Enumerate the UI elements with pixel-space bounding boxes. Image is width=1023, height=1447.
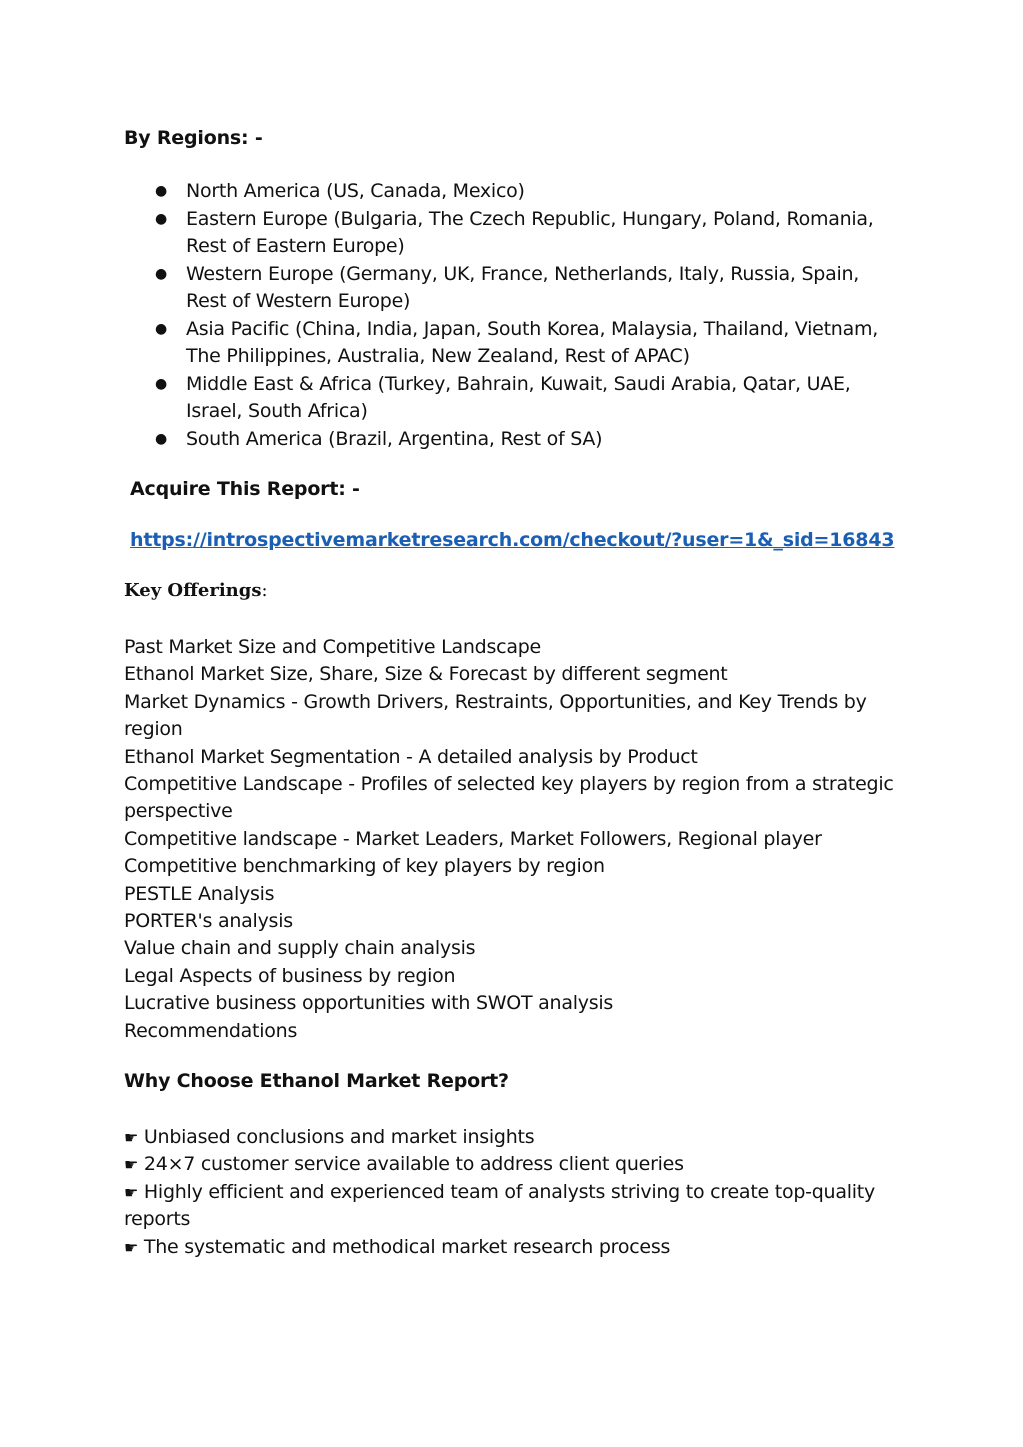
why-text: Unbiased conclusions and market insights (143, 1126, 535, 1148)
region-text: Eastern Europe (Bulgaria, The Czech Republic, Hungary, Poland, Romania, Rest of Eastern Europe) (186, 207, 874, 257)
bullet-icon: ● (155, 265, 167, 282)
list-item (124, 1234, 894, 1261)
list-item (124, 316, 904, 371)
list-item: PESTLE Analysis (124, 882, 275, 905)
list-item: Legal Aspects of business by region (124, 964, 456, 987)
list-item: Value chain and supply chain analysis (124, 937, 476, 960)
region-text: Asia Pacific (China, India, Japan, South Korea, Malaysia, Thailand, Vietnam, The Philippines, Australia, New Zealand, Rest of APAC) (186, 317, 879, 367)
list-item (124, 1151, 894, 1178)
why-text: 24×7 customer service available to address client queries (143, 1153, 684, 1176)
list-item (124, 426, 904, 454)
bullet-icon: ● (155, 210, 167, 227)
list-item (124, 261, 904, 316)
region-text: Western Europe (Germany, UK, France, Netherlands, Italy, Russia, Spain, Rest of Western Europe) (186, 262, 860, 312)
list-item (124, 206, 904, 261)
list-item: PORTER's analysis (124, 910, 293, 933)
list-item: Market Dynamics - Growth Drivers, Restraints, Opportunities, and Key Trends by region (124, 690, 867, 741)
why-choose-heading: Why Choose Ethanol Market Report? (124, 1070, 509, 1092)
list-item: Recommendations (124, 1019, 298, 1042)
pointing-hand-icon: ☛ (124, 1237, 139, 1257)
regions-heading: By Regions: - (124, 127, 263, 149)
region-text: Middle East & Africa (Turkey, Bahrain, Kuwait, Saudi Arabia, Qatar, UAE, Israel, South Africa) (186, 372, 851, 422)
list-item: Competitive landscape - Market Leaders, Market Followers, Regional player (124, 827, 822, 850)
key-offerings-colon: : (261, 580, 268, 601)
key-offerings-list (124, 634, 894, 1045)
list-item: Ethanol Market Segmentation - A detailed analysis by Product (124, 745, 698, 768)
checkout-link[interactable]: https://introspectivemarketresearch.com/checkout/?user=1&_sid=16843 (130, 529, 895, 551)
list-item: Past Market Size and Competitive Landscape (124, 636, 541, 658)
why-choose-list (124, 1124, 894, 1261)
list-item: Lucrative business opportunities with SWOT analysis (124, 992, 614, 1015)
region-text: South America (Brazil, Argentina, Rest of SA) (186, 427, 603, 450)
bullet-icon: ● (155, 430, 167, 447)
list-item: Competitive benchmarking of key players by region (124, 855, 605, 878)
acquire-heading: Acquire This Report: - (130, 478, 360, 500)
bullet-icon: ● (155, 320, 167, 337)
list-item: Competitive Landscape - Profiles of selected key players by region from a strategic perspective (124, 773, 894, 823)
pointing-hand-icon: ☛ (124, 1155, 139, 1175)
regions-list (124, 178, 904, 453)
why-text: The systematic and methodical market research process (143, 1235, 671, 1258)
key-offerings-title: Key Offerings (124, 580, 262, 601)
region-text: North America (US, Canada, Mexico) (186, 180, 525, 202)
pointing-hand-icon: ☛ (124, 1128, 139, 1147)
list-item (124, 1124, 894, 1151)
list-item: Ethanol Market Size, Share, Size & Forecast by different segment (124, 663, 728, 686)
why-text: Highly efficient and experienced team of analysts striving to create top-quality reports (124, 1180, 875, 1231)
bullet-icon: ● (155, 375, 167, 392)
key-offerings-heading (124, 580, 268, 601)
bullet-icon: ● (155, 183, 167, 199)
list-item (124, 1179, 894, 1234)
pointing-hand-icon: ☛ (124, 1182, 139, 1202)
list-item (124, 178, 904, 206)
list-item (124, 371, 904, 426)
